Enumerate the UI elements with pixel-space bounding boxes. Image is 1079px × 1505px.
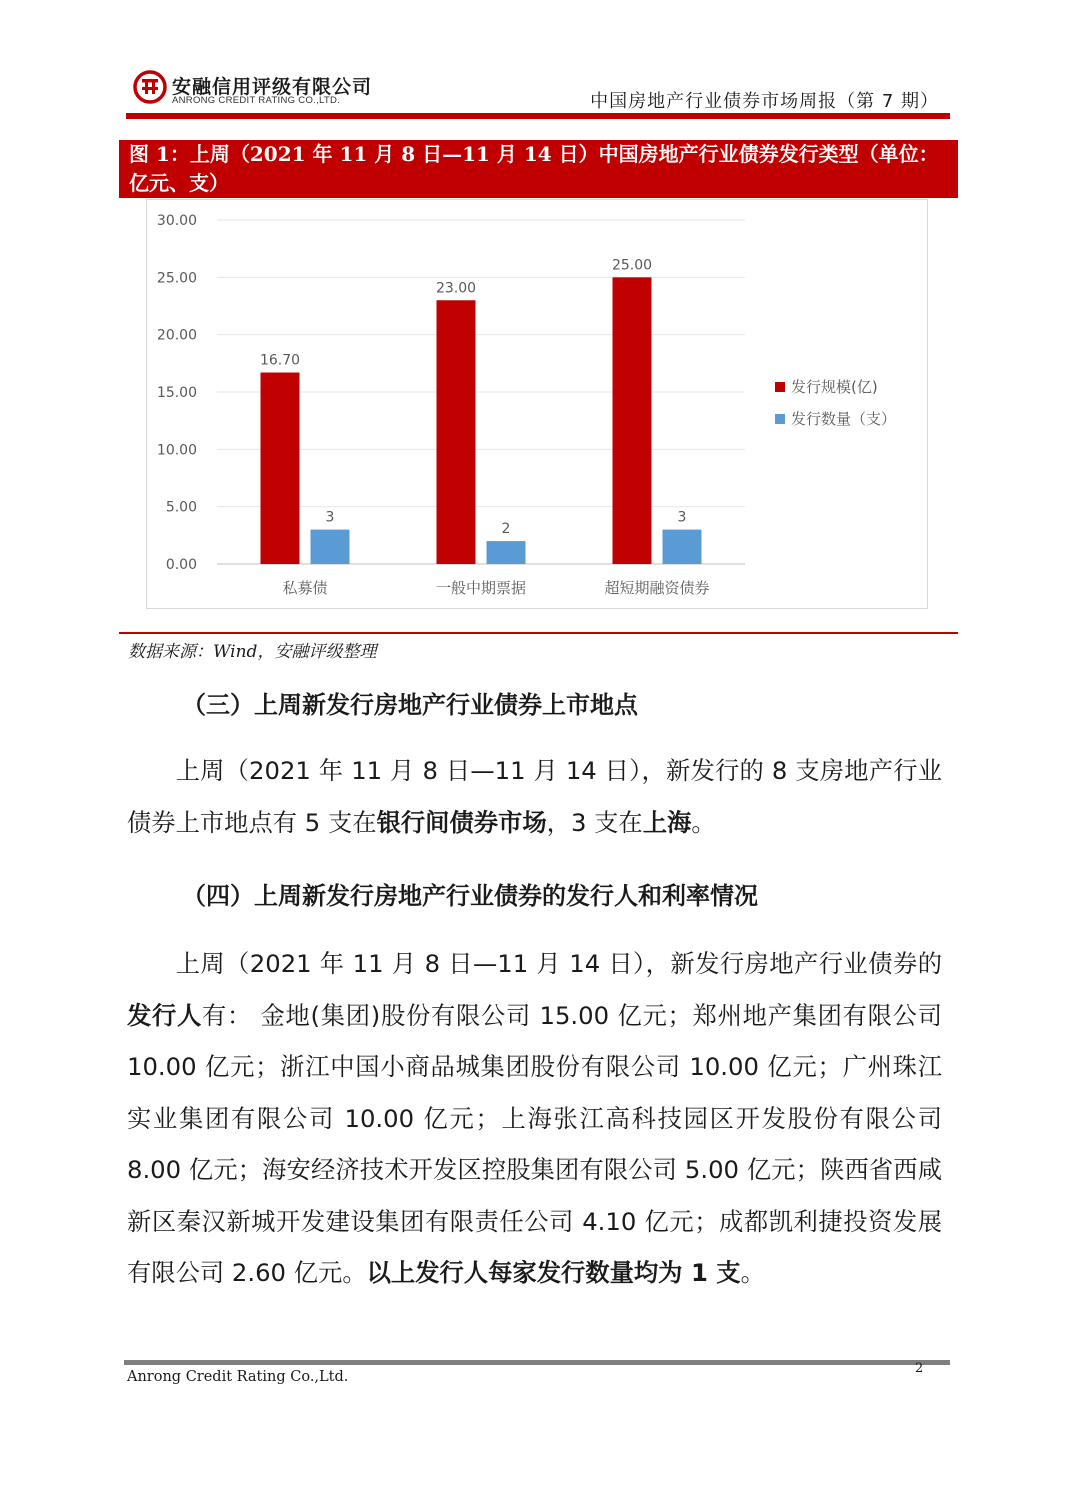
footer-company: Anrong Credit Rating Co.,Ltd. (127, 1369, 349, 1385)
data-label: 3 (325, 509, 335, 526)
data-label: 23.00 (435, 280, 477, 297)
section-4-issuer-bold: 发行人 (127, 1000, 203, 1030)
x-category-label: 超短期融资债券 (604, 579, 710, 597)
x-category-label: 一般中期票据 (435, 579, 527, 597)
section-3-text-e: 。 (691, 807, 716, 837)
figure-divider (119, 632, 958, 634)
bar-issue-count (487, 541, 526, 564)
bar-issue-scale (613, 277, 652, 564)
y-tick-label: 20.00 (156, 327, 197, 344)
section-4-summary-bold: 以上发行人每家发行数量均为 1 支 (366, 1258, 741, 1287)
section-4-text-e: 。 (740, 1258, 765, 1287)
header-divider (126, 113, 950, 119)
company-name-cn: 安融信用评级有限公司 (172, 76, 373, 98)
bar-chart (146, 199, 928, 609)
data-label: 25.00 (611, 257, 653, 274)
chart-canvas (147, 200, 927, 608)
section-4-text-c: 有： 金地(集团)股份有限公司 15.00 亿元；郑州地产集团有限公司 10.00 亿元；浙江中国小商品城集团股份有限公司 10.00 亿元；广州珠江实业集团有限公司 10.00 亿元；上海张江高科技园区开发股份有限公司 8.00 亿元；海安经济技术开发区控股集团有限公司 5.00 亿元；陕西省西咸新区秦汉新城开发建设集团有限责任公司 4.10 亿元；成都凯利捷投资发展有限公司 2.60 亿元。 (127, 1000, 942, 1287)
legend-swatch (775, 382, 785, 392)
company-name-en: ANRONG CREDIT RATING CO.,LTD. (172, 95, 341, 106)
figure-title: 图 1：上周（2021 年 11 月 8 日—11 月 14 日）中国房地产行业债券发行类型（单位：亿元、支） (119, 140, 958, 198)
y-tick-label: 10.00 (156, 442, 197, 459)
data-label: 16.70 (259, 352, 301, 369)
data-label: 2 (501, 521, 511, 538)
footer-divider (124, 1360, 950, 1365)
bar-issue-scale (261, 373, 300, 564)
data-source-note: 数据来源：Wind，安融评级整理 (128, 642, 377, 662)
legend-label: 发行规模(亿) (791, 378, 878, 396)
section-3-text-c: ，3 支在 (546, 807, 643, 837)
data-label: 3 (677, 509, 687, 526)
legend-label: 发行数量（支） (791, 410, 897, 428)
y-tick-label: 25.00 (156, 270, 197, 287)
y-tick-label: 30.00 (156, 213, 197, 229)
bar-issue-count (663, 530, 702, 564)
bar-issue-scale (437, 300, 476, 564)
y-tick-label: 5.00 (165, 499, 197, 516)
section-4-heading: （四）上周新发行房地产行业债券的发行人和利率情况 (182, 882, 758, 910)
section-3-paragraph (127, 745, 942, 848)
legend-swatch (775, 414, 785, 424)
y-tick-label: 0.00 (165, 557, 197, 573)
report-title: 中国房地产行业债券市场周报（第 7 期） (590, 91, 939, 112)
section-4-text-a: 上周（2021 年 11 月 8 日—11 月 14 日），新发行房地产行业债券的 (175, 949, 942, 978)
section-3-market-bold: 银行间债券市场 (376, 807, 547, 837)
bar-issue-count (311, 530, 350, 564)
anrong-logo-icon (133, 70, 167, 104)
y-tick-label: 15.00 (156, 385, 197, 401)
section-3-heading: （三）上周新发行房地产行业债券上市地点 (182, 691, 638, 719)
section-3-shanghai-bold: 上海 (642, 807, 692, 837)
page-number: 2 (915, 1361, 924, 1376)
page-header (0, 0, 1079, 125)
section-4-paragraph (127, 938, 942, 1299)
section-3-text-a: 上周（2021 年 11 月 8 日—11 月 14 日），新发行的 8 支房地产行业债券上市地点有 5 支在 (127, 756, 942, 837)
x-category-label: 私募债 (282, 579, 328, 597)
